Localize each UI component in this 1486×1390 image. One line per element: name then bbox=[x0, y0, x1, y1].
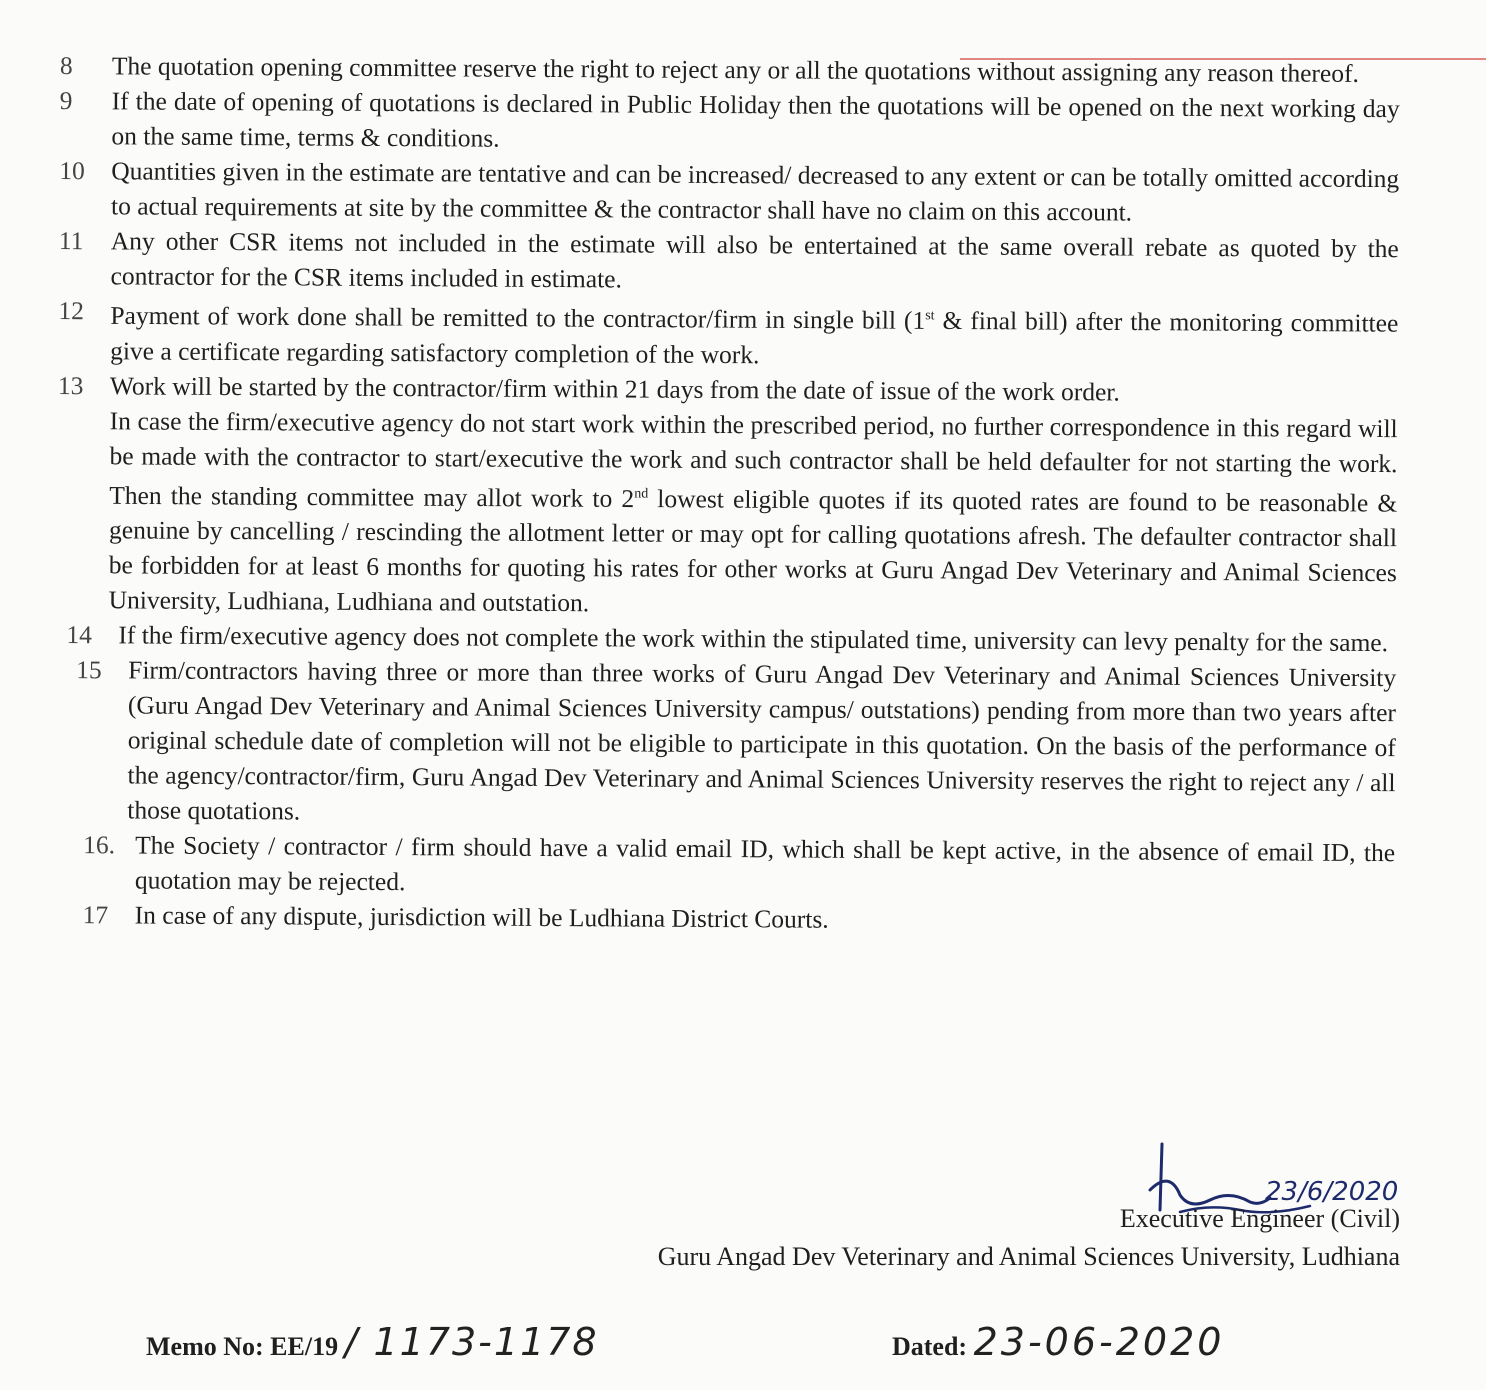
clause-text-part: & final bill) after the monitoring committee give a certificate regarding satisfactory completion of the work. bbox=[110, 305, 1399, 369]
clause-text: Work will be started by the contractor/firm within 21 days from the date of issue of the work order. bbox=[109, 370, 1120, 406]
terms-list bbox=[55, 48, 1400, 940]
clause-number: 12 bbox=[58, 295, 84, 326]
clause-text: The Society / contractor / firm should have a valid email ID, which shall be kept active, in the absence of email ID, the quotation may be rejected. bbox=[134, 830, 1396, 897]
clause-number: 9 bbox=[59, 85, 73, 116]
clause-paragraph bbox=[109, 403, 1398, 625]
clause-16 bbox=[83, 827, 1395, 905]
ordinal-suffix: nd bbox=[634, 486, 649, 502]
clause-text-part: Payment of work done shall be remitted to the contractor/firm in single bill (1 bbox=[110, 300, 926, 335]
clause-text-part: lowest eligible quotes if its quoted rates are found to be reasonable & genuine by cancelling / rescinding the allotment letter or may opt for calling quotations afresh. The defaulter contractor shall be forbidden for at least 6 months for quoting his rates for other works at Guru Angad Dev Veterinary and Animal Sciences University, Ludhiana, Ludhiana and outstation. bbox=[108, 483, 1398, 618]
memo-handwritten: / 1173-1178 bbox=[344, 1320, 599, 1364]
clause-text: Quantities given in the estimate are tentative and can be increased/ decreased to any extent or can be totally omitted according to actual requirements at site by the committee & the contractor shall have no claim on this account. bbox=[110, 156, 1400, 227]
clause-12 bbox=[58, 293, 1398, 376]
clause-text: If the date of opening of quotations is declared in Public Holiday then the quotations will be opened on the next working day on the same time, terms & conditions. bbox=[111, 86, 1400, 153]
signature-date: 23/6/2020 bbox=[1265, 1177, 1399, 1207]
signature-block bbox=[658, 1200, 1400, 1276]
clause-number: 15 bbox=[76, 655, 102, 685]
clause-number: 14 bbox=[66, 620, 93, 650]
ordinal-suffix: st bbox=[925, 308, 935, 324]
clause-text-part: In case the firm/executive agency do not start work within the prescribed period, no further correspondence in this regard will be made with the contractor to start/executive the work and such contractor shall be held defaulter for not starting the work. Then the standing committee may allot work to 2 bbox=[109, 405, 1398, 513]
memo-label: Memo No: EE/19 bbox=[146, 1332, 339, 1361]
designation: Executive Engineer (Civil) bbox=[1119, 1204, 1400, 1233]
clause-text: If the firm/executive agency does not complete the work within the stipulated time, university can levy penalty for the same. bbox=[118, 620, 1389, 658]
dated bbox=[892, 1320, 1224, 1364]
clause-text bbox=[110, 293, 1398, 375]
clause-13 bbox=[57, 367, 1398, 625]
memo-number bbox=[146, 1320, 599, 1364]
clause-9 bbox=[59, 83, 1399, 161]
dated-handwritten: 23-06-2020 bbox=[973, 1320, 1225, 1364]
clause-number: 17 bbox=[82, 900, 109, 930]
clause-number: 11 bbox=[58, 225, 84, 256]
clause-text: Firm/contractors having three or more than three works of Guru Angad Dev Veterinary and Animal Sciences University (Guru Angad Dev Veterinary and Animal Sciences University campus/ outstations) pending from more than two years after original schedule date of completion will not be eligible to participate in this quotation. On the basis of the performance of the agency/contractor/firm, Guru Angad Dev Veterinary and Animal Sciences University reserves the right to reject any / all those quotations. bbox=[127, 655, 1397, 826]
clause-10 bbox=[59, 153, 1399, 231]
clause-number: 10 bbox=[59, 155, 85, 186]
clause-number: 13 bbox=[57, 370, 84, 400]
clause-text: In case of any dispute, jurisdiction will be Ludhiana District Courts. bbox=[134, 900, 829, 934]
clause-11 bbox=[59, 223, 1399, 301]
clause-text: Any other CSR items not included in the estimate will also be entertained at the same overall rebate as quoted by the contractor for the CSR items included in estimate. bbox=[110, 226, 1399, 294]
dated-label: Dated: bbox=[892, 1332, 968, 1361]
clause-text: The quotation opening committee reserve the right to reject any or all the quotations without assigning any reason thereof. bbox=[111, 51, 1359, 88]
organisation: Guru Angad Dev Veterinary and Animal Sciences University, Ludhiana bbox=[657, 1242, 1400, 1271]
clause-number: 16. bbox=[83, 830, 116, 860]
clause-17 bbox=[83, 897, 1395, 940]
clause-number: 8 bbox=[59, 50, 73, 81]
clause-15 bbox=[75, 652, 1396, 835]
